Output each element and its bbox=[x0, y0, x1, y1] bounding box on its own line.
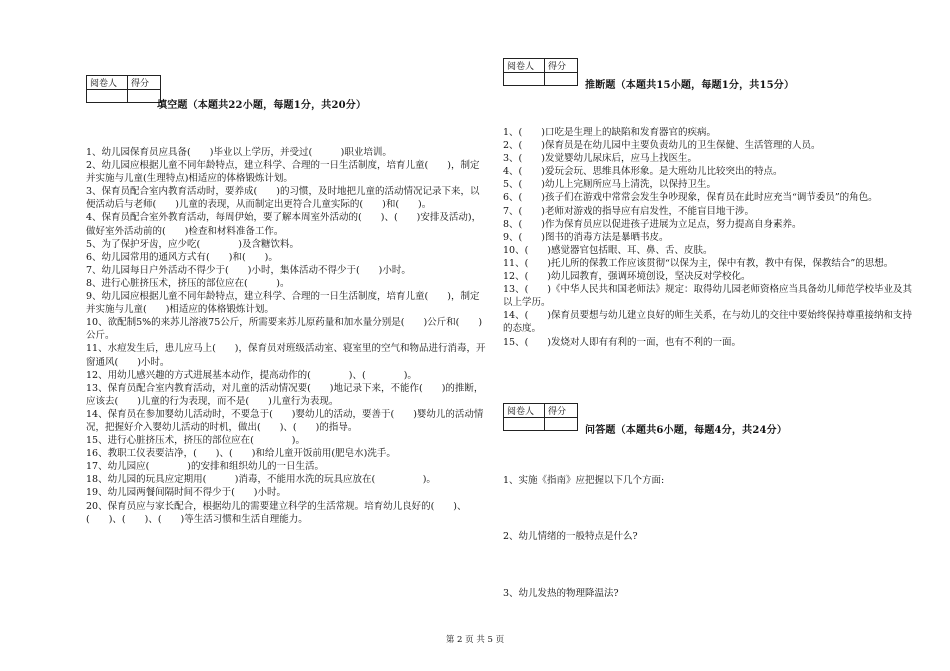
judge-question: 4、( )爱玩会玩、思维具体形象。是大班幼儿比较突出的特点。 bbox=[503, 166, 783, 178]
judge-question: 7、( )老师对游戏的指导应有启发性，不能盲目地干涉。 bbox=[503, 205, 754, 217]
score-header: 得分 bbox=[545, 59, 578, 73]
judge-question: 6、( )孩子们在游戏中常常会发生争吵现象，保育员在此时应充当“调节委员”的角色。 bbox=[503, 192, 878, 204]
judge-question-list bbox=[503, 126, 913, 349]
fill-question: 3、保育员配合室内教育活动时，要养成( )的习惯，及时地把儿童的活动情况记录下来，以便活动后与老师( )儿童的表现，从而制定出更符合儿童实际的( )和( )。 bbox=[86, 186, 480, 211]
qa-score-table bbox=[503, 403, 578, 431]
fill-question: 13、保育员配合室内教育活动，对儿童的活动情况要( )地记录下来，不能作( )的推断，应该去( )儿童的行为表现，而不是( )儿童行为表现。 bbox=[86, 382, 484, 407]
fill-question: 14、保育员在参加婴幼儿活动时，不要急于( )婴幼儿的活动，要善于( )婴幼儿的活动情况，把握好介入婴幼儿活动的时机，做出( )、( )的指导。 bbox=[86, 408, 484, 433]
fill-question: 16、教职工仪表要洁净，( )、( )和给儿童开饭前用(肥皂水)洗手。 bbox=[86, 448, 396, 460]
judge-question: 14、( )保育员要想与幼儿建立良好的师生关系，在与幼儿的交往中要始终保持尊重接纳和支持的态度。 bbox=[503, 310, 913, 335]
judge-question: 1、( )口吃是生理上的缺陷和发育器官的疾病。 bbox=[503, 127, 716, 138]
fill-question: 17、幼儿园应( )的安排和组织幼儿的一日生活。 bbox=[86, 461, 325, 473]
judge-question: 15、( )发烧对人即有有利的一面，也有不利的一面。 bbox=[503, 336, 742, 348]
judge-question: 3、( )发觉婴幼儿尿床后，应马上找医生。 bbox=[503, 153, 697, 165]
fill-question-list bbox=[86, 146, 488, 526]
grader-header: 阅卷人 bbox=[504, 404, 545, 418]
judge-question: 13、( )《中华人民共和国老师法》规定：取得幼儿园老师资格应当具备幼儿师范学校毕业及其以上学历。 bbox=[503, 284, 913, 309]
grader-header: 阅卷人 bbox=[87, 76, 128, 90]
fill-score-table bbox=[86, 75, 161, 103]
score-header: 得分 bbox=[545, 404, 578, 418]
grader-cell bbox=[504, 418, 545, 431]
fill-question: 18、幼儿园的玩具应定期用( )消毒，不能用水洗的玩具应放在( )。 bbox=[86, 474, 436, 486]
judge-score-table bbox=[503, 58, 578, 86]
qa-question-1: 1、实施《指南》应把握以下几个方面: bbox=[503, 475, 665, 486]
fill-question: 5、为了保护牙齿，应少吃( )及含糖饮料。 bbox=[86, 238, 299, 250]
fill-question: 9、幼儿园应根据儿童不同年龄特点，建立科学、合理的一日生活制度，培育儿童( )，制定并实施与儿童( )相适应的体格锻炼计划。 bbox=[86, 291, 480, 316]
fill-question: 4、保育员配合室外教育活动，每周伊始，要了解本周室外活动的( )、( )安排及活动)，做好室外活动前的( )检查和材料准备工作。 bbox=[86, 212, 482, 237]
grader-cell bbox=[87, 90, 128, 103]
page-number: 第 2 页 共 5 页 bbox=[445, 635, 505, 645]
qa-question-3: 3、幼儿发热的物理降温法? bbox=[503, 588, 619, 599]
grader-header: 阅卷人 bbox=[504, 59, 545, 73]
fill-question: 12、用幼儿感兴趣的方式进展基本动作，提高动作的( )、( )。 bbox=[86, 369, 417, 381]
grader-cell bbox=[504, 73, 545, 86]
judge-question: 10、( )感觉器官包括眼、耳、鼻、舌、皮肤。 bbox=[503, 244, 713, 256]
fill-question: 15、进行心脏挤压术，挤压的部位应在( )。 bbox=[86, 435, 306, 447]
fill-question: 6、幼儿园常用的通风方式有( )和( )。 bbox=[86, 251, 278, 263]
fill-section-title: 填空题（本题共22小题，每题1分，共20分） bbox=[157, 100, 367, 111]
fill-question: 8、进行心脏挤压术，挤压的部位应在( )。 bbox=[86, 277, 290, 289]
fill-question: 1、幼儿园保育员应具备( )毕业以上学历，并受过( )职业培训。 bbox=[86, 147, 392, 158]
fill-question: 2、幼儿园应根据儿童不同年龄特点，建立科学、合理的一日生活制度，培育儿童( )，制定并实施与儿童(生理特点)相适应的体格锻炼计划。 bbox=[86, 160, 480, 185]
judge-question: 12、( )幼儿园教育，强调环境创设，坚决反对学校化。 bbox=[503, 271, 751, 283]
judge-question: 8、( )作为保育员应以促进孩子进展为立足点，努力提高自身素养。 bbox=[503, 218, 802, 230]
qa-section-title: 问答题（本题共6小题，每题4分，共24分） bbox=[585, 425, 788, 436]
judge-question: 11、( )托儿所的保教工作应该贯彻“以保为主，保中有教，教中有保，保教结合”的思想。 bbox=[503, 257, 894, 269]
score-cell bbox=[545, 418, 578, 431]
score-header: 得分 bbox=[128, 76, 161, 90]
fill-question: 7、幼儿园每日户外活动不得少于( )小时，集体活动不得少于( )小时。 bbox=[86, 264, 411, 276]
score-cell bbox=[545, 73, 578, 86]
fill-question: 19、幼儿园两餐间隔时间不得少于( )小时。 bbox=[86, 487, 287, 499]
fill-question: 10、欲配制5%的来苏儿溶液75公斤，所需要来苏儿原药量和加水量分别是( )公斤和( )公斤。 bbox=[86, 317, 483, 342]
fill-question: 11、水痘发生后，患儿应马上( )，保育员对班级活动室、寝室里的空气和物品进行消毒，开窗通风( )小时。 bbox=[86, 343, 486, 368]
fill-question: 20、保育员应与家长配合，根据幼儿的需要建立科学的生活常规。培育幼儿良好的( )、( )、( )、( )等生活习惯和生活自理能力。 bbox=[86, 500, 467, 525]
judge-section-title: 推断题（本题共15小题，每题1分，共15分） bbox=[585, 80, 795, 91]
qa-question-2: 2、幼儿情绪的一般特点是什么? bbox=[503, 531, 638, 542]
judge-question: 9、( )图书的消毒方法是暴晒书皮。 bbox=[503, 231, 669, 243]
score-cell bbox=[128, 90, 161, 103]
judge-question: 2、( )保育员是在幼儿园中主要负责幼儿的卫生保健、生活管理的人员。 bbox=[503, 140, 821, 152]
judge-question: 5、( )幼儿上完厕所应马上清洗，以保持卫生。 bbox=[503, 179, 716, 191]
